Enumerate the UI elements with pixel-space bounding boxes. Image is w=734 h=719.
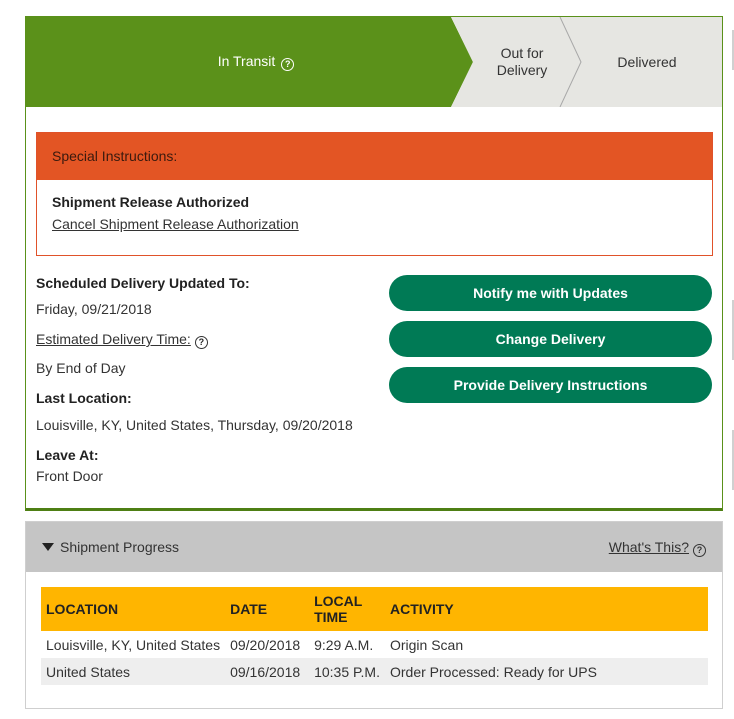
est-delivery-time-link[interactable]: Estimated Delivery Time:: [36, 331, 191, 347]
cell-activity: Origin Scan: [389, 636, 464, 653]
col-local-time: LOCAL TIME: [309, 587, 385, 631]
shipment-progress-header: [26, 522, 722, 572]
step-in-transit: [176, 53, 336, 71]
cell-location: United States: [41, 658, 225, 685]
table-header-row: [41, 587, 708, 631]
shipment-progress-toggle[interactable]: [42, 539, 179, 555]
step-out-for-delivery: Out for Delivery: [496, 45, 548, 78]
whats-this-link[interactable]: What's This?: [608, 539, 689, 555]
cell-date: 09/16/2018: [225, 658, 309, 685]
cell-time: 10:35 P.M.: [309, 658, 385, 685]
shipment-activity-table: [41, 587, 708, 685]
shipment-progress-panel: [25, 521, 723, 709]
notify-updates-button[interactable]: Notify me with Updates: [389, 275, 712, 311]
est-delivery-time-value: By End of Day: [36, 360, 126, 376]
tracking-card: [25, 16, 723, 511]
cell-activity: Order Processed: Ready for UPS: [385, 658, 708, 685]
whats-this[interactable]: [609, 539, 706, 557]
last-location-label: Last Location:: [36, 390, 132, 406]
col-location: LOCATION: [41, 587, 225, 631]
caret-down-icon: [42, 543, 54, 551]
cancel-release-link[interactable]: Cancel Shipment Release Authorization: [52, 216, 299, 232]
provide-instructions-button[interactable]: Provide Delivery Instructions: [389, 367, 712, 403]
cell-time: 9:29 A.M.: [314, 636, 374, 653]
table-row: [41, 658, 708, 685]
last-location-value: Louisville, KY, United States, Thursday, 09/20/2018: [36, 417, 353, 433]
leave-at-label: Leave At:: [36, 447, 99, 463]
release-authorized-title: Shipment Release Authorized: [52, 194, 250, 210]
cell-date: 09/20/2018: [230, 636, 301, 653]
change-delivery-button[interactable]: Change Delivery: [389, 321, 712, 357]
cell-location: Louisville, KY, United States: [46, 636, 221, 653]
delivery-progress-bar: [26, 17, 722, 107]
help-icon[interactable]: ?: [281, 58, 294, 71]
help-icon: ?: [693, 544, 706, 557]
leave-at-value: Front Door: [36, 468, 103, 484]
page-edge: [724, 0, 734, 719]
scheduled-delivery-value: Friday, 09/21/2018: [36, 301, 152, 317]
help-icon[interactable]: ?: [195, 336, 208, 349]
special-instructions-panel: [36, 132, 713, 256]
shipment-progress-title: Shipment Progress: [60, 539, 180, 555]
delivery-details: [36, 275, 376, 484]
est-time-row: [36, 331, 376, 349]
special-instructions-header: Special Instructions:: [37, 133, 712, 180]
step-delivered: Delivered: [617, 54, 677, 70]
table-row: [41, 631, 708, 658]
scheduled-delivery-label: Scheduled Delivery Updated To:: [36, 275, 250, 291]
step-in-transit-label: In Transit: [217, 53, 276, 69]
col-date: DATE: [225, 587, 309, 631]
col-activity: ACTIVITY: [385, 587, 708, 631]
